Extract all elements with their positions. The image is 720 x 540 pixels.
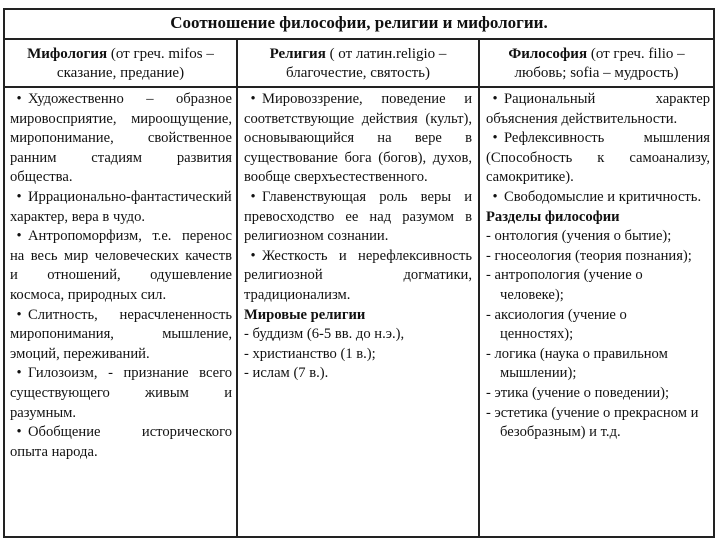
header-philosophy [480,42,713,86]
bullet-icon: • [16,228,22,245]
bullet-icon: • [492,188,498,205]
list-item: - христианство (1 в.); [244,345,376,362]
column-divider-2 [478,40,480,538]
philosophy-sections-heading: Разделы философии [486,208,620,225]
table-title: Соотношение философии, религии и мифологии. [3,8,715,40]
header-philosophy-meaning: любовь; sofia – мудрость) [514,65,679,81]
bullet-icon: • [492,91,498,107]
header-philosophy-term: Философия [508,46,588,62]
list-item: • Рефлексивность мышления (Способность к самоанализу, самокритике). [486,130,710,186]
bullet-icon: • [16,188,22,205]
column-religion [244,90,472,384]
list-item: • Свободомыслие и критичность. [486,188,710,208]
header-religion-term: Религия [269,46,326,62]
bullet-icon: • [16,306,22,323]
bullet-icon: • [250,247,256,264]
header-mythology-term: Мифология [27,46,108,62]
header-religion-origin: ( от латин.religio – [325,46,447,62]
list-item-continuation: человеке); [500,286,564,303]
header-divider [3,86,715,88]
list-item-continuation: ценностях); [500,326,574,343]
list-item: - эстетика (учение о прекрасном и [486,404,699,421]
bullet-icon: • [250,188,256,205]
header-religion-meaning: благочестие, святость) [286,65,430,81]
list-item: • Антропоморфизм, т.е. перенос на весь мир человеческих качеств и отношений, одушевление космоса, природных сил. [10,228,232,303]
list-item-continuation: мышлении); [500,365,577,382]
bullet-icon: • [16,365,22,382]
list-item: - антропология (учение о [486,267,643,284]
column-divider-1 [236,40,238,538]
column-mythology [10,90,232,462]
list-item: • Художественно – образное мировосприятие, мироощущение, миропонимание, свойственное ранним стадиям развития общества. [10,91,232,186]
header-mythology-meaning: сказание, предание) [56,65,185,81]
bullet-icon: • [16,424,22,441]
list-item: - этика (учение о поведении); [486,384,670,401]
list-item: • Иррационально-фантастический характер, вера в чудо. [10,188,232,225]
header-mythology-origin: (от греч. mifos – [107,46,214,62]
world-religions-heading: Мировые религии [244,306,366,323]
list-item: • Мировоззрение, поведение и соответствующие действия (культ), основывающийся на вере в существование бога (богов), духов, вообще сверхъестественного. [244,91,472,186]
column-philosophy [486,90,710,443]
list-item: • Слитность, нерасчлененность миропонимания, мышление, эмоций, переживаний. [10,306,232,362]
list-item: • Главенствующая роль веры и превосходство ее над разумом в религиозном сознании. [244,188,472,245]
bullet-icon: • [492,130,498,147]
bullet-icon: • [250,91,256,107]
header-mythology [5,42,236,86]
bullet-icon: • [16,91,22,107]
list-item: • Обобщение исторического опыта народа. [10,424,232,460]
list-item-continuation: безобразным) и т.д. [500,424,621,441]
list-item: - логика (наука о правильном [486,345,668,362]
list-item: • Гилозоизм, - признание всего существующего живым и разумным. [10,365,232,421]
list-item: - онтология (учения о бытие); [486,228,672,245]
list-item: • Жесткость и нерефлексивность религиозной догматики, традиционализм. [244,247,472,303]
list-item: - буддизм (6-5 вв. до н.э.), [244,326,405,343]
list-item: - ислам (7 в.). [244,365,329,382]
list-item: - гносеология (теория познания); [486,247,692,264]
list-item: - аксиология (учение о [486,306,627,323]
list-item: • Рациональный характер объяснения действительности. [486,91,710,127]
header-religion [238,42,478,86]
header-philosophy-origin: (от греч. filio – [587,46,685,62]
